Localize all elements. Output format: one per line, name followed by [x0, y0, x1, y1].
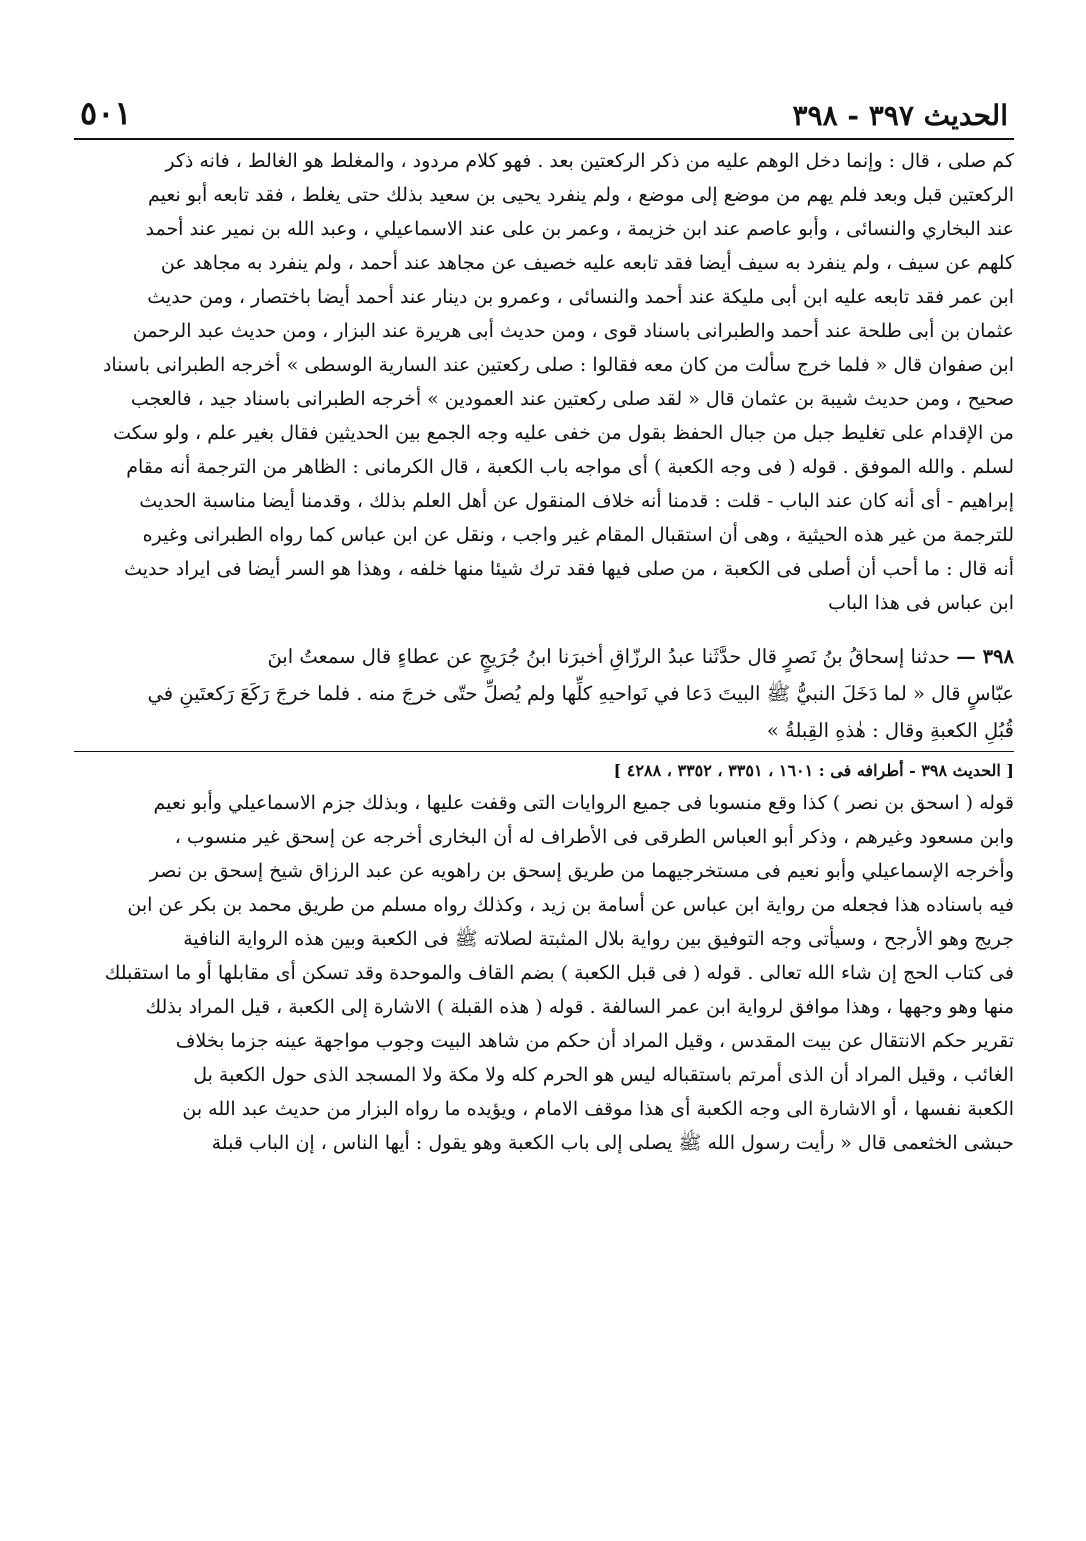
hadith-line-1 [74, 638, 1014, 675]
text-line: منها وهو وجهها ، وهذا موافق لرواية ابن عمر السالفة . قوله ( هذه القبلة ) الاشارة إلى الكعبة ، قيل المراد بذلك [145, 996, 1014, 1018]
running-title: الحديث ٣٩٧ - ٣٩٨ [792, 99, 1008, 132]
text-line: تقرير حكم الانتقال عن بيت المقدس ، وقيل المراد أن حكم من شاهد البيت وجوب مواجهة عينه جزما بخلاف [175, 1030, 1014, 1052]
text-line: وابن مسعود وغيرهم ، وذكر أبو العباس الطرقى فى الأطراف له أن البخارى أخرجه عن إسحق غير منسوب ، [174, 826, 1014, 848]
hadith-number: ٣٩٨ — [956, 645, 1014, 668]
text-line: الغائب ، وقيل المراد أن الذى أمرتم باستقباله ليس هو الحرم كله ولا مكة ولا المسجد الذى حول الكعبة بل [193, 1064, 1014, 1086]
text-line: لسلم . والله الموفق . قوله ( فى وجه الكعبة ) أى مواجه باب الكعبة ، قال الكرمانى : الظاهر من الترجمة أنه مقام [126, 456, 1014, 478]
text-line: كلهم عن سيف ، ولم ينفرد به سيف أيضا فقد تابعه عليه خصيف عن مجاهد عند أحمد ، ولم ينفرد به مجاهد عن [160, 252, 1014, 274]
hadith-line: عبّاسٍ قال « لما دَخَلَ النبيُّ ﷺ البيتَ دَعا في نَواحيهِ كلِّها ولم يُصلِّ حتّى خرجَ منه . فلما خرجَ رَكَعَ رَكعتَينِ في [147, 682, 1014, 705]
text-line: كم صلى ، قال : وإنما دخل الوهم عليه من ذكر الركعتين بعد . فهو كلام مردود ، والمغلط هو الغالط ، فانه ذكر [165, 150, 1014, 172]
page-number: ٥٠١ [80, 94, 132, 132]
hadith-line: قُبُلِ الكعبةِ وقال : هٰذهِ القِبلةُ » [766, 719, 1014, 742]
text-line: وأخرجه الإسماعيلي وأبو نعيم فى مستخرجيهما من طريق إسحق بن راهويه عن عبد الرزاق شيخ إسحق بن نصر [149, 860, 1014, 882]
text-line: فيه باسناده هذا فجعله من رواية ابن عباس عن أسامة بن زيد ، وكذلك رواه مسلم من طريق محمد بن بكر عن ابن [127, 894, 1014, 916]
text-line: ابن عباس فى هذا الباب [828, 592, 1014, 614]
text-line: من الإقدام على تغليط جبل من جبال الحفظ بقول من خفى عليه وجه الجمع بين الحديثين فقال بغير علم ، ولو سكت [113, 422, 1014, 444]
text-line: جريج وهو الأرجح ، وسيأتى وجه التوفيق بين رواية بلال المثبتة لصلاته ﷺ فى الكعبة وبين هذه الرواية النافية [183, 928, 1014, 950]
hadith-398 [74, 638, 1014, 749]
commentary-section-1 [74, 144, 1014, 620]
text-line: عثمان بن أبى طلحة عند أحمد والطبرانى باسناد قوى ، ومن حديث أبى هريرة عند البزار ، ومن حديث عبد الرحمن [132, 320, 1014, 342]
page-header [74, 82, 1014, 140]
text-line: ابن عمر فقد تابعه عليه ابن أبى مليكة عند أحمد والنسائى ، وعمرو بن دينار عند أحمد أيضا باختصار ، ومن حديث [147, 286, 1014, 308]
text-line: إبراهيم - أى أنه كان عند الباب - قلت : قدمنا أنه خلاف المنقول عن أهل العلم بذلك ، وقدمنا أيضا مناسبة الحديث [139, 490, 1014, 512]
commentary-section-2 [74, 786, 1014, 1160]
hadith-text: حدثنا إسحاقُ بنُ نَصرٍ قال حدَّثَنا عبدُ الرزّاقِ أخبرَنا ابنُ جُرَيجٍ عن عطاءٍ قال سمعتُ ابنَ [267, 645, 951, 668]
document-page [74, 82, 1014, 1160]
text-line: حبشى الخثعمى قال « رأيت رسول الله ﷺ يصلى إلى باب الكعبة وهو يقول : أيها الناس ، إن الباب قبلة [211, 1132, 1014, 1154]
text-line: أنه قال : ما أحب أن أصلى فى الكعبة ، من صلى فيها فقد ترك شيئا منها خلفه ، وهذا هو السر أيضا فى ايراد حديث [124, 558, 1014, 580]
text-line: ابن صفوان قال « فلما خرج سألت من كان معه فقالوا : صلى ركعتين عند السارية الوسطى » أخرجه الطبرانى باسناد [102, 354, 1014, 376]
text-line: عند البخاري والنسائى ، وأبو عاصم عند ابن خزيمة ، وعمر بن على عند الاسماعيلي ، وعبد الله بن نمير عند أحمد [145, 218, 1014, 240]
text-line: الركعتين قبل وبعد فلم يهم من موضع إلى موضع ، ولم ينفرد يحيى بن سعيد بذلك حتى يغلط ، فقد تابعه أبو نعيم [148, 184, 1014, 206]
text-line: للترجمة من غير هذه الحيثية ، وهى أن استقبال المقام غير واجب ، ونقل عن ابن عباس كما رواه الطبرانى وغيره [142, 524, 1014, 546]
text-line: قوله ( اسحق بن نصر ) كذا وقع منسوبا فى جميع الروايات التى وقفت عليها ، وبذلك جزم الاسماعيلي وأبو نعيم [153, 792, 1014, 814]
text-line: الكعبة نفسها ، أو الاشارة الى وجه الكعبة أى هذا موقف الامام ، ويؤيده ما رواه البزار من حديث عبد الله بن [182, 1098, 1014, 1120]
cross-reference: [ الحديث ٣٩٨ - أطرافه فى : ١٦٠١ ، ٣٣٥١ ، ٣٣٥٢ ، ٤٢٨٨ ] [74, 751, 1014, 786]
text-line: صحيح ، ومن حديث شيبة بن عثمان قال « لقد صلى ركعتين عند العمودين » أخرجه الطبرانى باسناد جيد ، فالعجب [130, 388, 1014, 410]
text-line: فى كتاب الحج إن شاء الله تعالى . قوله ( فى قبل الكعبة ) بضم القاف والموحدة وقد تسكن أى مقابلها أو ما استقبلك [104, 962, 1014, 984]
